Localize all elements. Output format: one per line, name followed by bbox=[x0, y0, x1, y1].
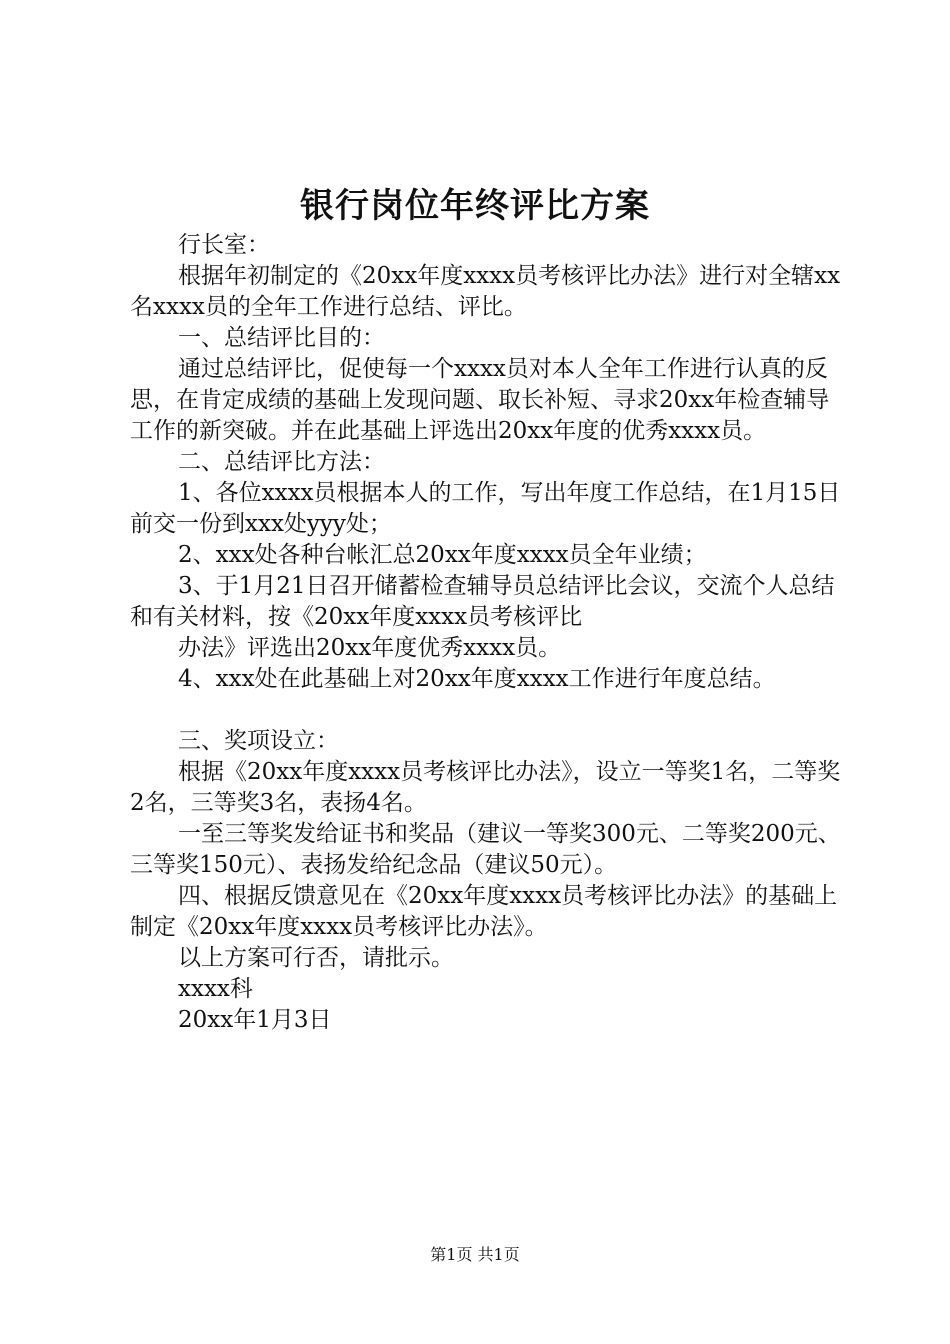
document-title: 银行岗位年终评比方案 bbox=[300, 186, 650, 226]
method-item-3-continuation: 办法》评选出20xx年度优秀xxxx员。 bbox=[178, 635, 562, 661]
prizes-paragraph: 一至三等奖发给证书和奖品（建议一等奖300元、二等奖200元、三等奖150元）、表扬发给纪念品（建议50元）。 bbox=[130, 821, 841, 878]
method-item-2: 2、xxx处各种台帐汇总20xx年度xxxx员全年业绩； bbox=[178, 542, 707, 568]
section-heading-method: 二、总结评比方法： bbox=[178, 449, 385, 475]
section-heading-awards: 三、奖项设立： bbox=[178, 728, 339, 754]
method-item-1: 1、各位xxxx员根据本人的工作，写出年度工作总结，在1月15日前交一份到xxx处yyy处； bbox=[130, 480, 841, 537]
method-item-3: 3、于1月21日召开储蓄检查辅导员总结评比会议，交流个人总结和有关材料，按《20xx年度xxxx员考核评比 bbox=[130, 573, 835, 630]
awards-paragraph: 根据《20xx年度xxxx员考核评比办法》，设立一等奖1名，二等奖2名，三等奖3名，表扬4名。 bbox=[130, 759, 841, 816]
section-heading-purpose: 一、总结评比目的： bbox=[178, 325, 385, 351]
signature-date: 20xx年1月3日 bbox=[178, 1007, 332, 1033]
signature-department: xxxx科 bbox=[178, 976, 253, 1002]
salutation: 行长室： bbox=[178, 232, 270, 258]
intro-paragraph: 根据年初制定的《20xx年度xxxx员考核评比办法》进行对全辖xx名xxxx员的全年工作进行总结、评比。 bbox=[130, 263, 841, 320]
purpose-paragraph: 通过总结评比，促使每一个xxxx员对本人全年工作进行认真的反思，在肯定成绩的基础上发现问题、取长补短、寻求20xx年检查辅导工作的新突破。并在此基础上评选出20xx年度的优秀xxxx员。 bbox=[130, 356, 830, 444]
document-body bbox=[130, 230, 842, 1036]
section-four-paragraph: 四、根据反馈意见在《20xx年度xxxx员考核评比办法》的基础上制定《20xx年度xxxx员考核评比办法》。 bbox=[130, 883, 838, 940]
method-item-4: 4、xxx处在此基础上对20xx年度xxxx工作进行年度总结。 bbox=[178, 666, 776, 692]
page-footer: 第1页 共1页 bbox=[430, 1245, 520, 1264]
closing-request: 以上方案可行否，请批示。 bbox=[178, 945, 454, 971]
